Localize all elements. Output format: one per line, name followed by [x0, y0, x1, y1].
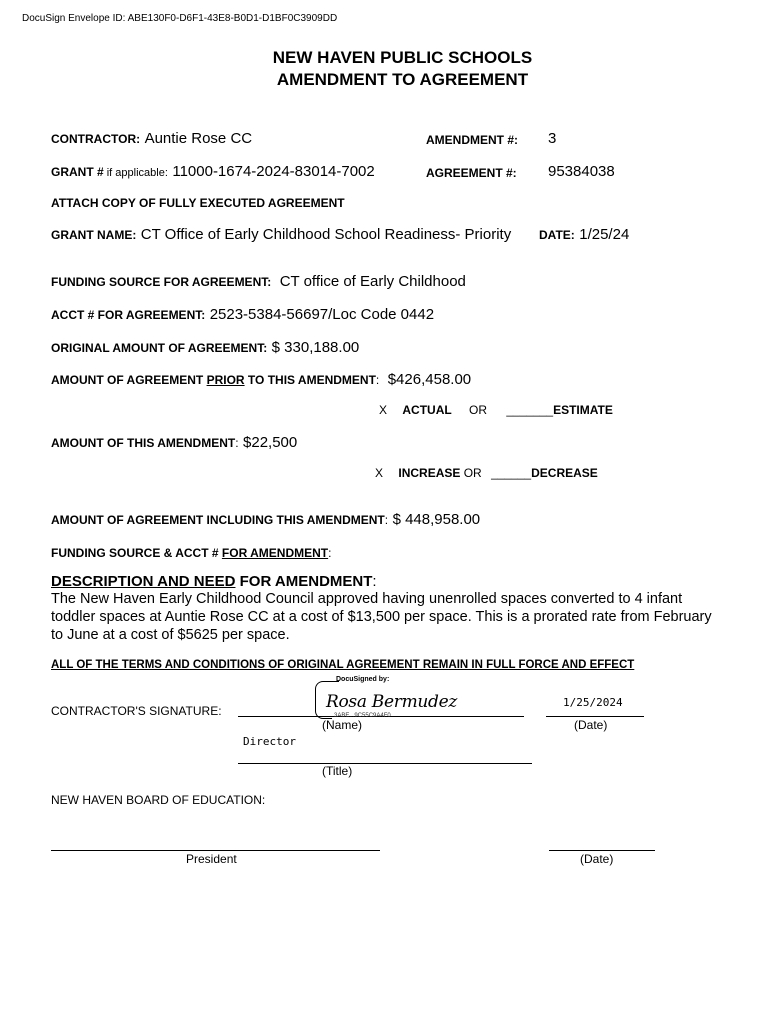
description-heading-ul: DESCRIPTION AND NEED — [51, 573, 236, 590]
grant-name-row — [51, 226, 511, 244]
funding-amend-colon: : — [328, 546, 332, 560]
estimate-blank: _______ — [506, 403, 554, 417]
actual-or: OR — [469, 403, 488, 417]
including-amount-row — [51, 511, 480, 529]
grant-no-label-suffix: if applicable: — [103, 167, 168, 179]
board-date-line — [549, 850, 655, 851]
including-amount-value: $ 448,958.00 — [392, 511, 481, 528]
original-amount-row — [51, 339, 359, 357]
doc-title-line2: AMENDMENT TO AGREEMENT — [276, 70, 529, 89]
amendment-no-value: 3 — [548, 130, 557, 147]
grant-no-label: GRANT # — [51, 165, 104, 179]
board-date-caption: (Date) — [580, 852, 614, 866]
this-amount-value: $22,500 — [243, 434, 298, 451]
including-amount-colon: : — [384, 513, 389, 527]
acct-label: ACCT # FOR AGREEMENT: — [51, 308, 206, 322]
signer-signature: Rosa Bermudez — [326, 692, 458, 712]
increase-mark: X — [375, 466, 384, 480]
acct-row — [51, 306, 434, 324]
this-amount-row — [51, 434, 297, 452]
grant-name-value: CT Office of Early Childhood School Readiness- Priority — [140, 226, 512, 243]
envelope-id: DocuSign Envelope ID: ABE130F0-D6F1-43E8-B0D1-D1BF0C3909DD — [22, 13, 338, 24]
signed-date-line — [546, 716, 644, 717]
agreement-no-label: AGREEMENT #: — [426, 166, 517, 180]
funding-source-row — [51, 273, 466, 291]
increase-decrease-row — [375, 466, 598, 480]
acct-value: 2523-5384-56697/Loc Code 0442 — [209, 306, 435, 323]
attach-note: ATTACH COPY OF FULLY EXECUTED AGREEMENT — [51, 196, 345, 210]
docusigned-by-label: DocuSigned by: — [336, 676, 390, 683]
description-heading — [51, 573, 377, 590]
amendment-no-label: AMENDMENT #: — [426, 133, 518, 147]
description-line2: toddler spaces at Auntie Rose CC at a cost of $13,500 per space. This is a prorated rate from February — [51, 609, 712, 625]
grant-name-label: GRANT NAME: — [51, 228, 137, 242]
president-line — [51, 850, 380, 851]
president-caption: President — [186, 852, 237, 866]
increase-label: INCREASE — [398, 466, 461, 480]
date-value: 1/25/24 — [579, 226, 630, 243]
signed-date-caption: (Date) — [574, 718, 608, 732]
this-amount-colon: : — [235, 436, 239, 450]
actual-label: ACTUAL — [402, 403, 452, 417]
title-line — [238, 763, 532, 764]
funding-amend-label-pre: FUNDING SOURCE & ACCT # — [51, 546, 222, 560]
terms-statement: ALL OF THE TERMS AND CONDITIONS OF ORIGINAL AGREEMENT REMAIN IN FULL FORCE AND EFFECT — [51, 659, 635, 671]
date-label: DATE: — [539, 228, 575, 242]
original-amount-label: ORIGINAL AMOUNT OF AGREEMENT: — [51, 341, 268, 355]
doc-title-line1: NEW HAVEN PUBLIC SCHOOLS — [272, 48, 533, 67]
increase-or: OR — [460, 466, 482, 480]
contractor-label: CONTRACTOR: — [51, 132, 141, 146]
this-amount-label: AMOUNT OF THIS AMENDMENT — [51, 436, 236, 450]
description-line1: The New Haven Early Childhood Council approved having unenrolled spaces converted to 4 infant — [51, 591, 683, 607]
signature-id: 3ABE...9C55C9A4F0 — [334, 713, 391, 719]
contractor-signature-label: CONTRACTOR'S SIGNATURE: — [51, 704, 222, 718]
decrease-label: DECREASE — [531, 466, 598, 480]
title-value: Director — [243, 735, 296, 748]
contractor-value: Auntie Rose CC — [144, 130, 253, 147]
prior-amount-row — [51, 371, 471, 389]
original-amount-value: $ 330,188.00 — [271, 339, 360, 356]
prior-amount-value: $426,458.00 — [387, 371, 472, 388]
prior-amount-label-pre: AMOUNT OF AGREEMENT — [51, 373, 207, 387]
funding-amend-row — [51, 544, 331, 562]
contractor-row — [51, 130, 252, 148]
estimate-label: ESTIMATE — [553, 403, 613, 417]
prior-amount-label-prior: PRIOR — [206, 373, 245, 387]
funding-source-label: FUNDING SOURCE FOR AGREEMENT: — [51, 275, 272, 289]
description-line3: to June at a cost of $5625 per space. — [51, 627, 290, 643]
title-caption: (Title) — [322, 764, 353, 778]
signed-date: 1/25/2024 — [563, 696, 623, 709]
grant-no-row — [51, 163, 375, 181]
decrease-blank: ______ — [491, 466, 532, 480]
grant-no-value: 11000-1674-2024-83014-7002 — [172, 163, 375, 180]
name-caption: (Name) — [322, 718, 363, 732]
date-row — [539, 226, 629, 244]
prior-amount-colon: : — [375, 373, 380, 387]
funding-amend-label-ul: FOR AMENDMENT — [221, 546, 329, 560]
agreement-no-value: 95384038 — [548, 163, 615, 180]
actual-mark: X — [379, 403, 388, 417]
funding-source-value: CT office of Early Childhood — [279, 273, 466, 290]
description-heading-rest: FOR AMENDMENT — [235, 573, 373, 590]
including-amount-label: AMOUNT OF AGREEMENT INCLUDING THIS AMENDMENT — [51, 513, 385, 527]
actual-estimate-row — [379, 403, 613, 417]
description-heading-colon: : — [372, 573, 377, 590]
board-label: NEW HAVEN BOARD OF EDUCATION: — [51, 793, 266, 807]
prior-amount-label-post: TO THIS AMENDMENT — [244, 373, 376, 387]
